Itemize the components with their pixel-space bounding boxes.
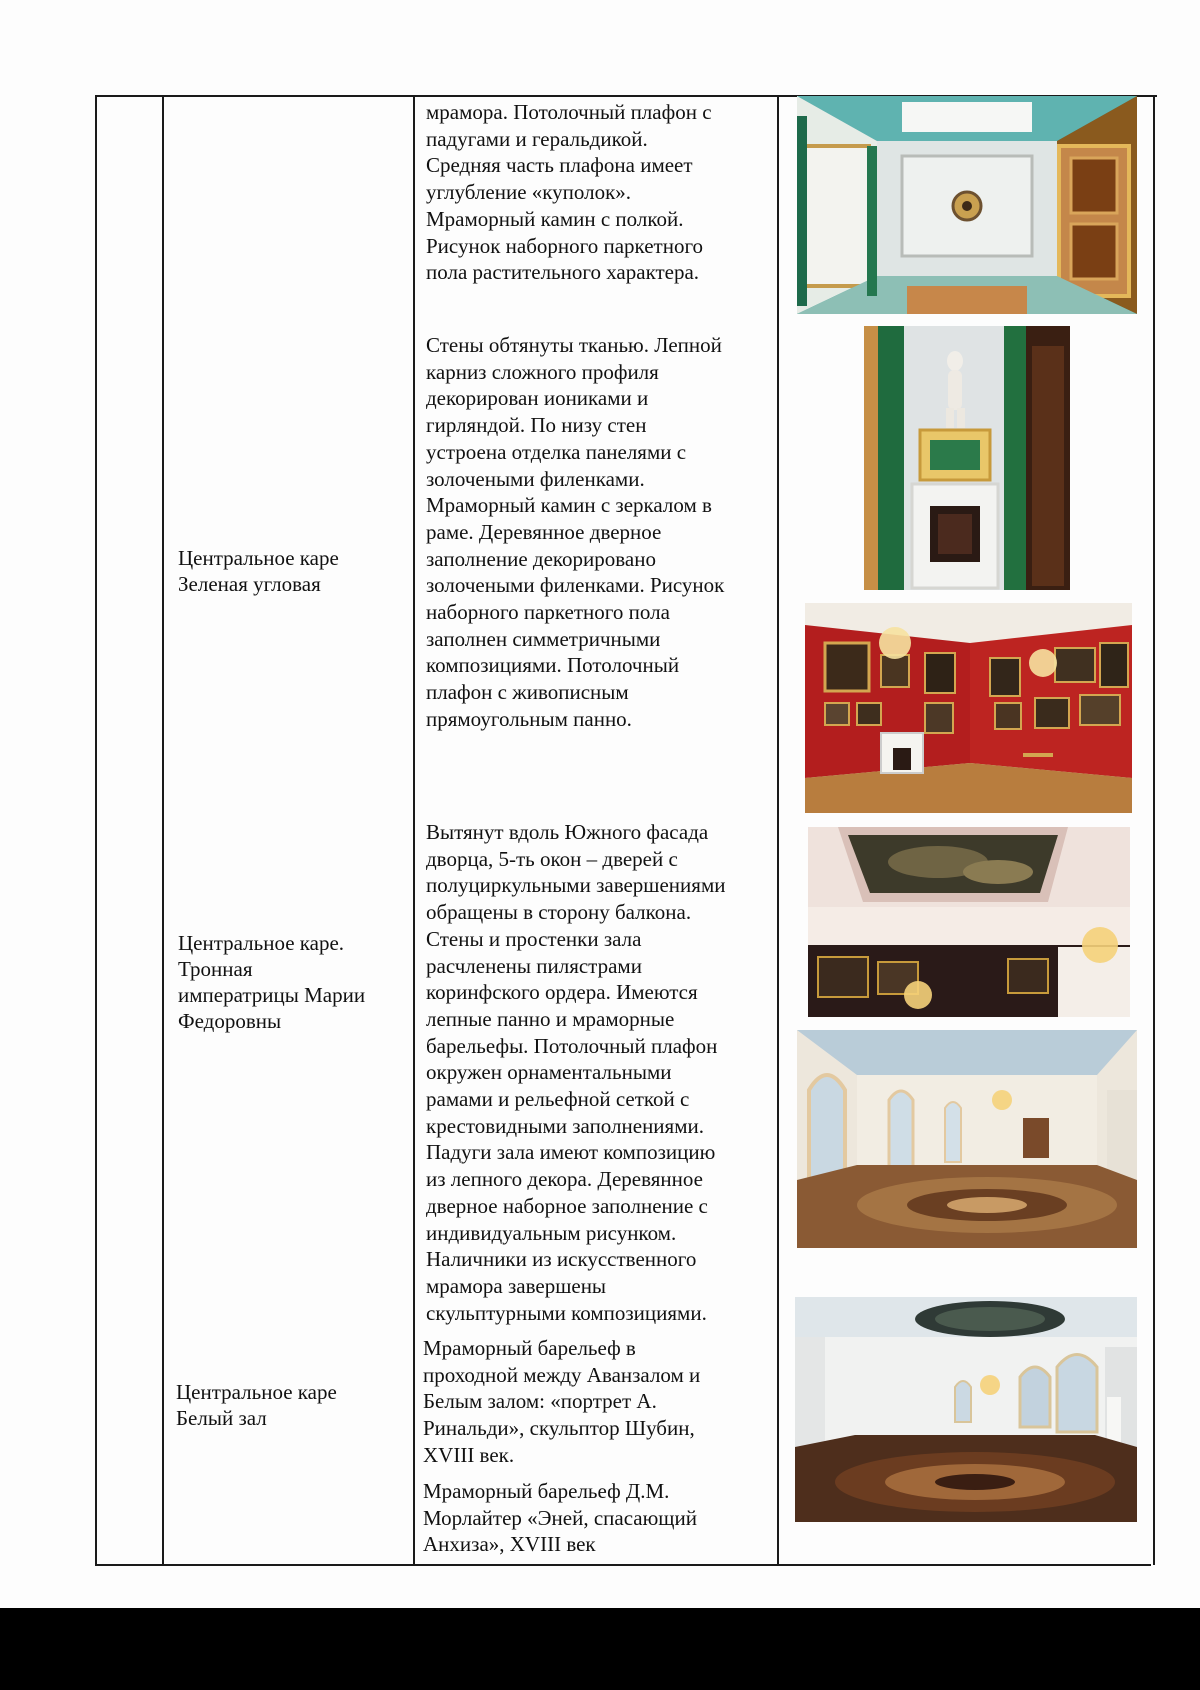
description-green-corner (426, 332, 724, 733)
description-line: скульптурными композициями. (426, 1300, 707, 1325)
description-line: дверное наборное заполнение с (426, 1193, 708, 1218)
description-line: коринфского ордера. Имеются (426, 980, 698, 1005)
description-line: заполнен симметричными (426, 626, 661, 651)
description-line: крестовидными заполнениями. (426, 1113, 704, 1138)
description-line: углубление «куполок». (426, 180, 632, 205)
description-line: дворца, 5-ть окон – дверей с (426, 846, 678, 871)
room-name-line: императрицы Марии (178, 983, 366, 1007)
description-line: из лепного декора. Деревянное (426, 1167, 703, 1192)
description-line: Наличники из искусственного (426, 1247, 697, 1272)
description-line: мрамора. Потолочный плафон с (426, 100, 712, 124)
description-line: золочеными филенками. (426, 466, 645, 491)
photo-throne-ceiling (808, 827, 1130, 1017)
col-divider-2 (413, 95, 415, 1564)
photo-ceiling-malachite (797, 96, 1137, 314)
description-line: XVIII век. (423, 1442, 515, 1467)
description-line: Морлайтер «Эней, спасающий (423, 1505, 697, 1530)
description-white-hall-2 (423, 1478, 697, 1558)
room-name-line: Федоровны (178, 1009, 282, 1033)
description-line: мрамора завершены (426, 1273, 607, 1298)
room-name-line: Тронная (178, 957, 253, 981)
description-line: Мраморный барельеф Д.М. (423, 1479, 670, 1503)
room-name-line: Центральное каре (176, 1380, 337, 1404)
photo-throne-hall (797, 1030, 1137, 1248)
description-line: Рисунок наборного паркетного (426, 233, 704, 258)
description-line: устроена отделка панелями с (426, 439, 687, 464)
description-line: Падуги зала имеют композицию (426, 1140, 716, 1165)
description-line: Средняя часть плафона имеет (426, 153, 693, 178)
description-line: проходной между Аванзалом и (423, 1362, 701, 1387)
room-name-line: Зеленая угловая (178, 572, 321, 596)
description-line: Стены и простенки зала (426, 926, 642, 951)
scan-bottom-edge (0, 1608, 1200, 1690)
table-right-border (1153, 95, 1155, 1565)
description-line: карниз сложного профиля (426, 359, 659, 384)
description-line: Мраморный камин с зеркалом в (426, 493, 712, 518)
room-name-line: Центральное каре. (178, 931, 345, 955)
description-line: композициями. Потолочный (426, 653, 680, 678)
description-line: Мраморный камин с полкой. (426, 206, 684, 231)
description-continued (426, 99, 712, 286)
photo-red-gallery (805, 603, 1132, 813)
room-name-throne-hall (178, 930, 365, 1034)
description-line: Мраморный барельеф в (423, 1336, 636, 1360)
description-line: полуциркульными завершениями (426, 873, 726, 898)
photo-fireplace-statue-image (864, 326, 1070, 590)
description-line: гирляндой. По низу стен (426, 413, 647, 438)
description-line: расчленены пилястрами (426, 953, 642, 978)
description-line: окружен орнаментальными (426, 1060, 672, 1085)
photo-white-hall-image (795, 1297, 1137, 1522)
description-line: заполнение декорировано (426, 546, 656, 571)
description-line: раме. Деревянное дверное (426, 519, 662, 544)
col-divider-1 (162, 95, 164, 1564)
description-line: Белым залом: «портрет А. (423, 1389, 657, 1414)
photo-throne-ceiling-image (808, 827, 1130, 1017)
photo-white-hall (795, 1297, 1137, 1522)
description-throne-hall (426, 819, 725, 1326)
description-line: декорирован иониками и (426, 386, 649, 411)
room-name-green-corner (178, 545, 339, 597)
description-line: индивидуальным рисунком. (426, 1220, 677, 1245)
description-line: Стены обтянуты тканью. Лепной (426, 333, 722, 357)
room-name-white-hall (176, 1379, 337, 1431)
description-line: рамами и рельефной сеткой с (426, 1087, 690, 1112)
room-name-line: Центральное каре (178, 546, 339, 570)
table-left-border (95, 95, 97, 1565)
description-line: лепные панно и мраморные (426, 1006, 675, 1031)
description-line: обращены в сторону балкона. (426, 900, 692, 925)
table-bottom-border (95, 1564, 1151, 1566)
description-line: пола растительного характера. (426, 260, 700, 285)
photo-ceiling-malachite-image (797, 96, 1137, 314)
description-line: плафон с живописным (426, 680, 629, 705)
description-line: барельефы. Потолочный плафон (426, 1033, 718, 1058)
description-line: падугами и геральдикой. (426, 126, 648, 151)
photo-fireplace-statue (864, 326, 1070, 590)
description-white-hall-1 (423, 1335, 700, 1469)
description-line: Ринальди», скульптор Шубин, (423, 1416, 695, 1441)
room-name-line: Белый зал (176, 1406, 267, 1430)
description-line: наборного паркетного пола (426, 600, 670, 625)
description-line: Вытянут вдоль Южного фасада (426, 820, 709, 844)
description-line: золочеными филенками. Рисунок (426, 573, 725, 598)
description-line: Анхиза», XVIII век (423, 1532, 596, 1557)
description-line: прямоугольным панно. (426, 706, 632, 731)
col-divider-3 (777, 95, 779, 1564)
photo-throne-hall-image (797, 1030, 1137, 1248)
photo-red-gallery-image (805, 603, 1132, 813)
